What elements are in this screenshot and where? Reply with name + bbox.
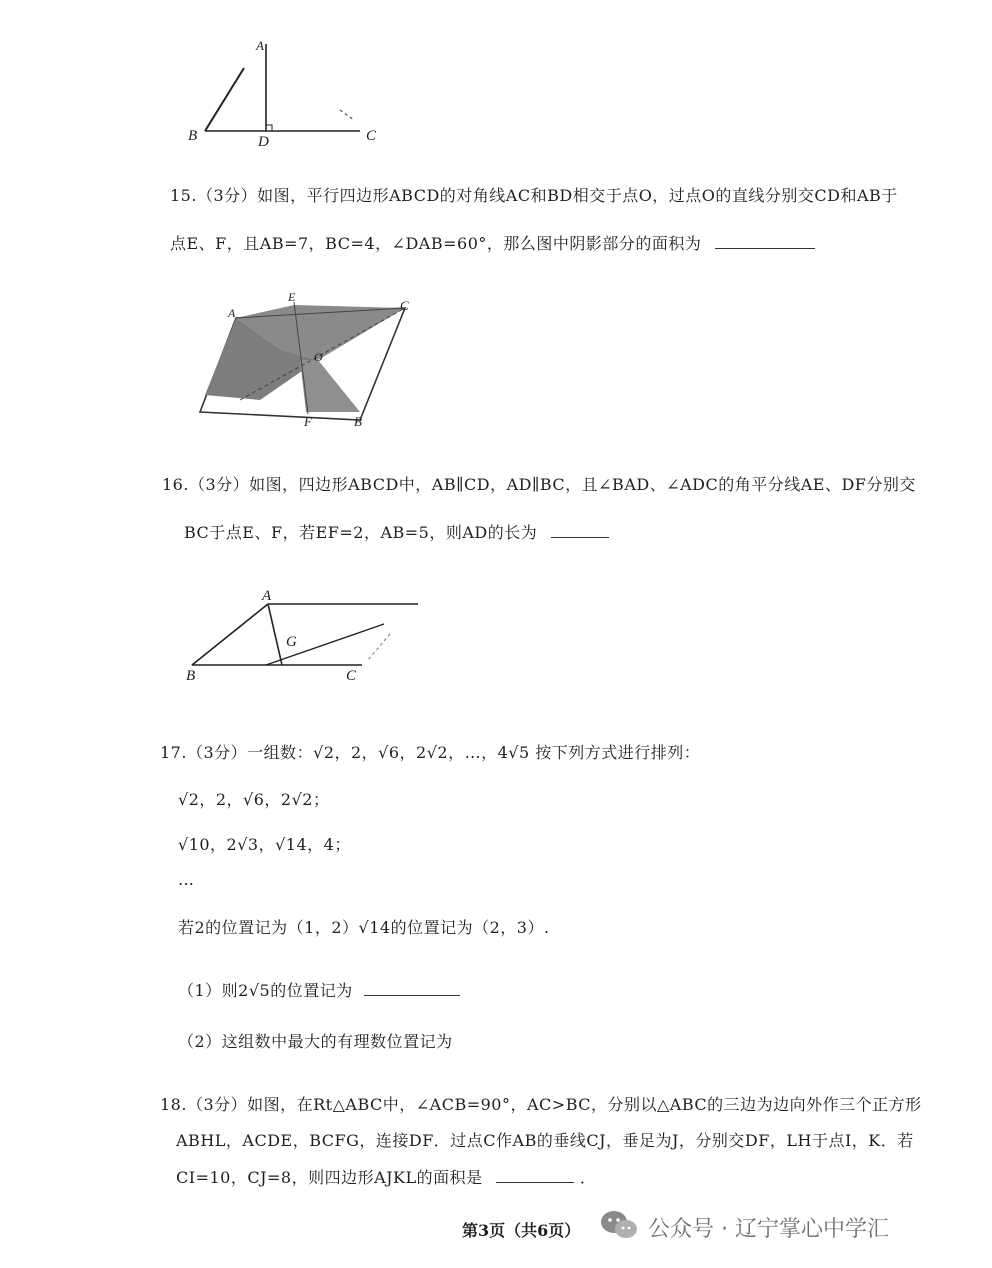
q17-part2: （2）这组数中最大的有理数位置记为 (178, 1032, 453, 1051)
q17-part1 (178, 978, 460, 1001)
q17-note: 若2的位置记为（1，2）√14的位置记为（2，3）. (178, 918, 550, 937)
q17-row2: √10，2√3，√14，4； (178, 835, 351, 854)
q17-part1-blank[interactable] (364, 995, 460, 996)
fig16-label-g: G (286, 634, 297, 650)
q17-part1-text: （1）则2√5的位置记为 (178, 981, 353, 1000)
watermark-text: 公众号 · 辽宁掌心中学汇 (648, 1217, 889, 1242)
q18-line3-text: CI=10，CJ=8，则四边形AJKL的面积是 (176, 1168, 483, 1187)
q17-row3: … (178, 870, 195, 889)
fig15-label-e: E (288, 290, 296, 304)
q18-line2: ABHL，ACDE，BCFG，连接DF．过点C作AB的垂线CJ，垂足为J，分别交DF，LH于点I，K．若 (176, 1131, 914, 1150)
q15-line2-text: 点E、F，且AB=7，BC=4，∠DAB=60°，那么图中阴影部分的面积为 (170, 234, 702, 253)
q18-line1: 18.（3分）如图，在Rt△ABC中，∠ACB=90°，AC>BC，分别以△ABC的三边为边向外作三个正方形 (160, 1095, 922, 1114)
q16-line2-text: BC于点E、F，若EF=2，AB=5，则AD的长为 (184, 523, 538, 542)
fig14-label-d: D (258, 134, 269, 150)
fig14-label-c: C (366, 128, 377, 144)
q18-line3-end: ． (579, 1168, 597, 1187)
q17-line1: 17.（3分）一组数：√2，2，√6，2√2，…，4√5 按下列方式进行排列： (160, 743, 701, 762)
page-number: 第3页（共6页） (462, 1221, 581, 1240)
fig14-label-a: A (256, 38, 264, 53)
fig15-label-b: B (354, 414, 362, 429)
bisector-ae (268, 604, 282, 665)
q18-line3 (176, 1165, 596, 1188)
fig16-label-c: C (346, 668, 357, 684)
wechat-icon (600, 1208, 640, 1242)
segment-ab (192, 604, 268, 665)
fig16-label-b: B (186, 668, 196, 684)
fig15-label-f: F (304, 414, 312, 429)
fig15-label-o: O (314, 350, 323, 364)
q18-answer-blank[interactable] (496, 1182, 574, 1183)
segment-dc-faint (368, 634, 390, 660)
bisector-df (266, 624, 384, 665)
fig16-label-a: A (262, 588, 272, 604)
fig15-label-c: C (400, 298, 409, 313)
fig14-label-b: B (188, 128, 198, 144)
q15-line1: 15.（3分）如图，平行四边形ABCD的对角线AC和BD相交于点O，过点O的直线分别交CD和AB于 (170, 186, 898, 205)
q16-line1: 16.（3分）如图，四边形ABCD中，AB∥CD，AD∥BC，且∠BAD、∠ADC的角平分线AE、DF分别交 (162, 475, 916, 494)
fig15-label-a: A (228, 306, 236, 320)
q17-row1: √2，2，√6，2√2； (178, 790, 330, 809)
